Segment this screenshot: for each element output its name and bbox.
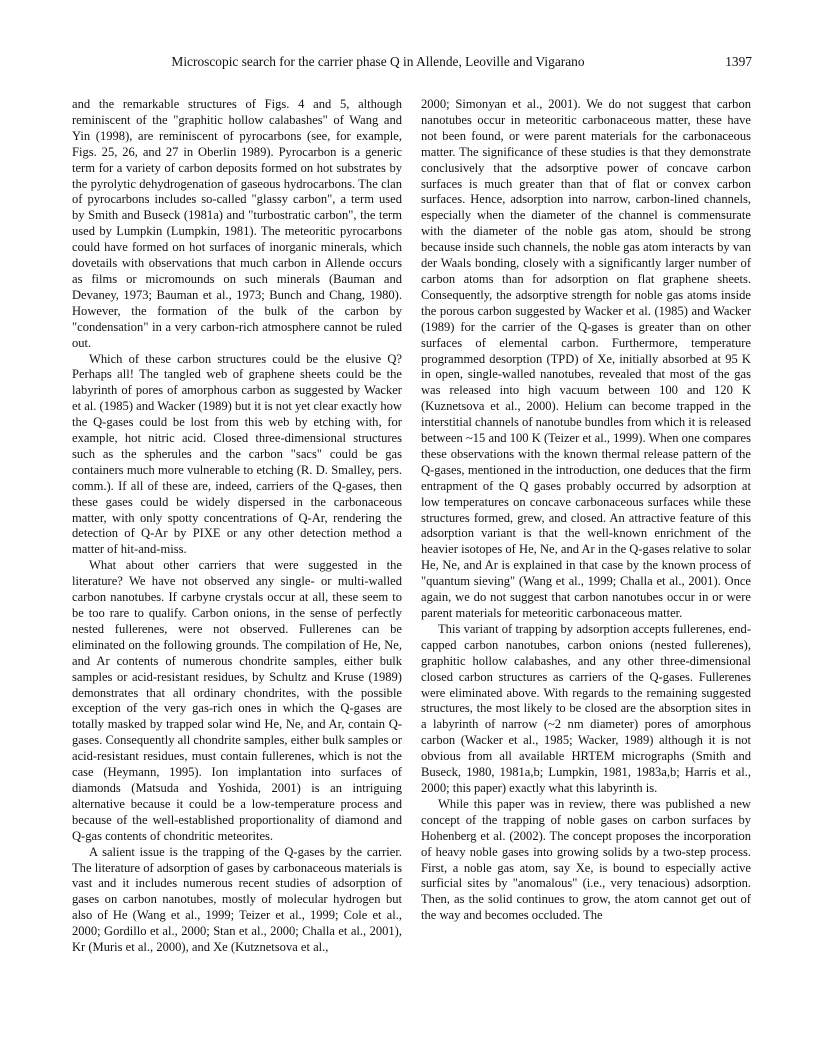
running-header — [72, 54, 752, 74]
running-title: Microscopic search for the carrier phase Q in Allende, Leoville and Vigarano — [171, 54, 585, 69]
paragraph: and the remarkable structures of Figs. 4 and 5, although reminiscent of the "graphitic hollow calabashes" of Wang and Yin (1998), are reminiscent of pyrocarbons (see, for example, Figs. 25, 26, and 27 in Oberlin 1989). Pyrocarbon is a generic term for a variety of carbon deposits formed on hot substrates by the pyrolytic dehydrogenation of gaseous hydrocarbons. The clan of pyrocarbons includes so-called "glassy carbon", a term used by Smith and Buseck (1981a) and "turbostratic carbon", the term used by Lumpkin (Lumpkin, 1981). The meteoritic pyrocarbons could have formed on hot surfaces of inorganic minerals, which dovetails with observations that much carbon in Allende occurs as films or micromounds on such minerals (Bauman and Devaney, 1973; Bauman et al., 1973; Bunch and Chang, 1980). However, the formation of the bulk of the carbon by "condensation" in a very carbon-rich atmosphere cannot be ruled out. — [72, 97, 402, 350]
left-column — [72, 97, 402, 997]
paragraph: This variant of trapping by adsorption accepts fullerenes, end-capped carbon nanotubes, carbon onions (nested fullerenes), graphitic hollow calabashes, and any other three-dimensional closed carbon structures as carriers of the Q-gases. Fullerenes were eliminated above. With regards to the remaining suggested structures, the most likely to be closed are the absorption sites in a labyrinth of narrow (~2 nm diameter) pores of amorphous carbon (Wacker et al., 1985; Wacker, 1989) although it is not obvious from all available HRTEM micrographs (Smith and Buseck, 1980, 1981a,b; Lumpkin, 1981, 1983a,b; Harris et al., 2000; this paper) exactly what this labyrinth is. — [421, 621, 751, 795]
paragraph: 2000; Simonyan et al., 2001). We do not suggest that carbon nanotubes occur in meteoritic carbonaceous matter, these have not been found, or were parent materials for the carbonaceous matter. The significance of these studies is that they demonstrate conclusively that the adsorptive power of concave carbon surfaces is much greater than that of flat or convex carbon surfaces. Hence, adsorption into narrow, carbon-lined channels, especially when the diameter of the channel is commensurate with the diameter of the noble gas atom, should be strong because inside such channels, the noble gas atom interacts by van der Waals bonding, closely with a significantly larger number of carbon atoms than for adsorption on flat graphene sheets. Consequently, the adsorptive strength for noble gas atoms inside the porous carbon suggested by Wacker et al. (1985) and Wacker (1989) for the carrier of the Q-gases is greater than on other surfaces of elemental carbon. Furthermore, temperature programmed desorption (TPD) of Xe, initially absorbed at 95 K in open, single-walled nanotubes, revealed that most of the gas was released into high vacuum between 100 and 120 K (Kuznetsova et al., 2000). Helium can become trapped in the interstitial channels of nanotube bundles from which it is released between ~15 and 100 K (Teizer et al., 1999). When one compares these observations with the known thermal release pattern of the Q-gases, mentioned in the introduction, one deduces that the firm entrapment of the Q gases probably occurred by adsorption at low temperatures on concave carbonaceous surfaces while these structures formed, grew, and closed. An attractive feature of this adsorption variant is that the well-known enrichment of the heavier isotopes of He, Ne, and Ar in the Q-gases relative to solar He, Ne, and Ar is explained in that case by the known process of "quantum sieving" (Wang et al., 1999; Challa et al., 2001). Once again, we do not suggest that carbon nanotubes occur in or were parent materials for meteoritic carbonaceous matter. — [421, 97, 751, 620]
paragraph: What about other carriers that were suggested in the literature? We have not observed any single- or multi-walled carbon nanotubes. If carbyne crystals occur at all, these seem to be too rare to qualify. Carbon onions, in the sense of perfectly nested fullerenes, were not observed. Fullerenes can be eliminated on the following grounds. The compilation of He, Ne, and Ar contents of numerous chondrite samples, either bulk samples or acid-resistant residues, by Schultz and Kruse (1989) demonstrates that all ordinary chondrites, with the possible exception of the very gas-rich ones in which the Q-gases are totally masked by trapped solar wind He, Ne, and Ar, contain Q-gases. Consequently all chondrite samples, either bulk samples or acid-resistant residues, must contain fullerenes, which is not the case (Heymann, 1995). Ion implantation into surfaces of diamonds (Matsuda and Yoshida, 2001) is an intriguing alternative because it could be a low-temperature process and because of the well-established proportionality of diamond and Q-gas contents of chondritic meteorites. — [72, 558, 402, 843]
paragraph: A salient issue is the trapping of the Q-gases by the carrier. The literature of adsorption of gases by carbonaceous materials is vast and it includes numerous recent studies of adsorption of gases on carbon nanotubes, mostly of molecular hydrogen but also of He (Wang et al., 1999; Teizer et al., 1999; Cole et al., 2000; Gordillo et al., 2000; Stan et al., 2000; Challa et al., 2001), Kr (Muris et al., 2000), and Xe (Kutznetsova et al., — [72, 844, 402, 955]
page-number: 1397 — [725, 54, 752, 69]
paragraph: Which of these carbon structures could be the elusive Q? Perhaps all! The tangled web of graphene sheets could be the labyrinth of pores of amorphous carbon as suggested by Wacker et al. (1985) and Wacker (1989) but it is not yet clear exactly how the Q-gases could be lost from this web by etching with, for example, hot nitric acid. Closed three-dimensional structures such as the spherules and the carbon "sacs" could be gas containers much more vulnerable to etching (R. D. Smalley, pers. comm.). If all of these are, indeed, carriers of the Q-gases, then these gases could be widely dispersed in the carbonaceous matter, with only spotty concentrations of Q-Ar, rendering the detection of Q-Ar by PIXE or any other detection method a matter of hit-and-miss. — [72, 351, 402, 557]
paragraph: While this paper was in review, there was published a new concept of the trapping of noble gases on carbon surfaces by Hohenberg et al. (2002). The concept proposes the incorporation of heavy noble gases into growing solids by a two-step process. First, a noble gas atom, say Xe, is bound to especially active surficial sites by "anomalous" (i.e., very tenacious) adsorption. Then, as the solid continues to grow, the atom cannot get out of the way and becomes occluded. The — [421, 796, 751, 923]
right-column — [421, 97, 751, 997]
